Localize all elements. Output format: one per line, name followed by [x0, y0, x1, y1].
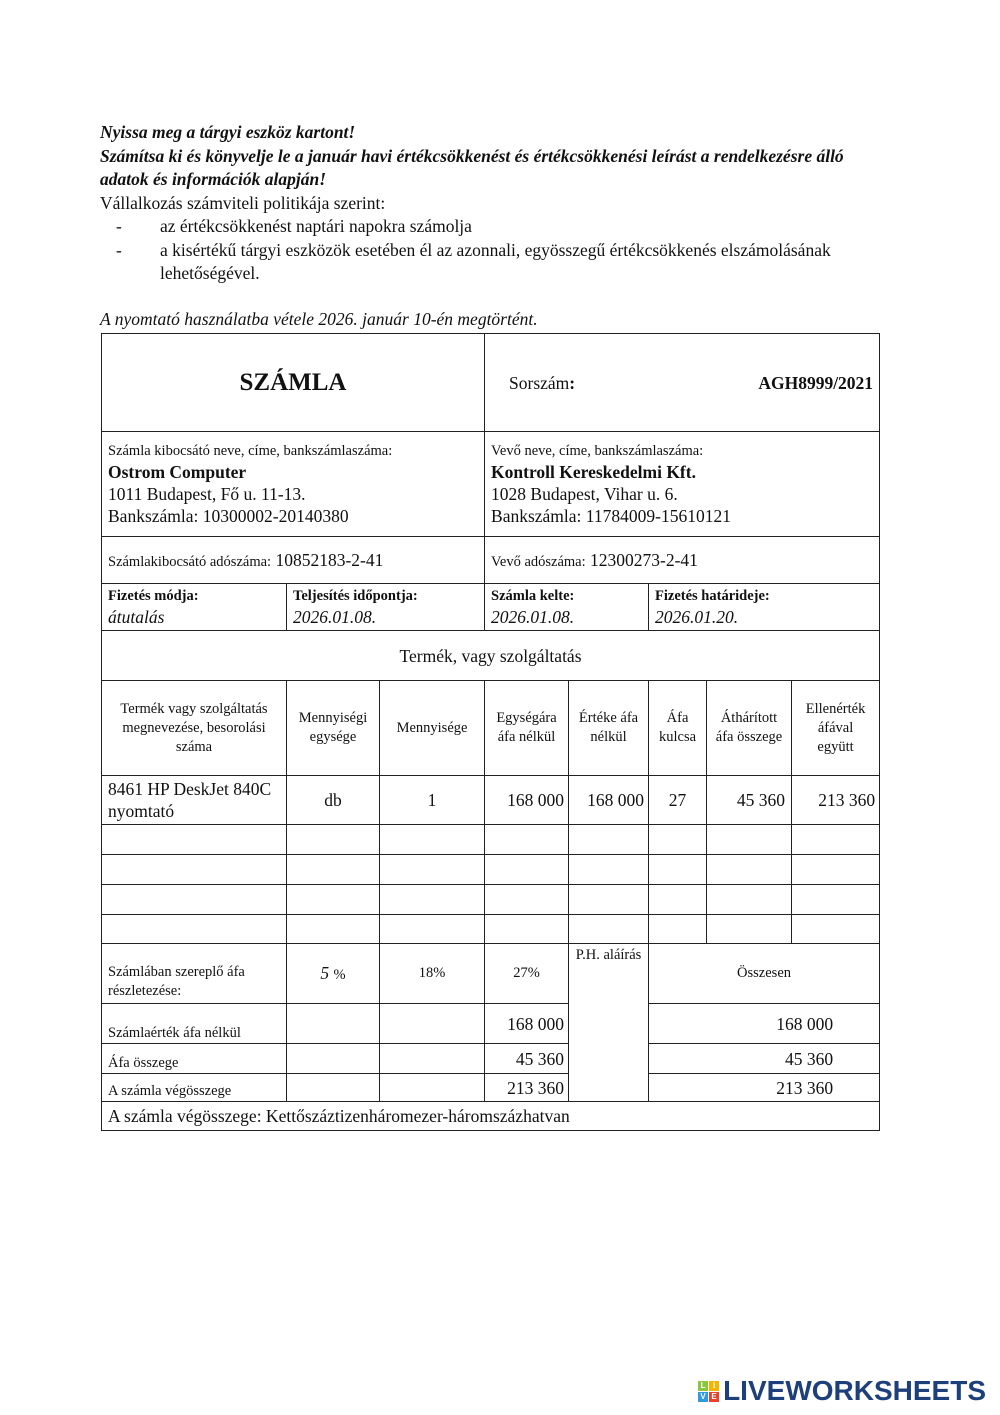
rate-5	[287, 944, 380, 1004]
column-header: Termék vagy szolgáltatás megnevezése, besorolási száma	[102, 681, 287, 776]
serial-number: AGH8999/2021	[758, 372, 874, 393]
instruction-1: Nyissa meg a tárgyi eszköz kartont!	[100, 122, 356, 142]
column-header: Ellenérték áfával együtt	[792, 681, 880, 776]
item-vat: 45 360	[707, 776, 792, 825]
item-qty: 1	[380, 776, 485, 825]
buyer-tax-cell	[485, 537, 880, 584]
vat-label: Áfa összege	[102, 1044, 287, 1074]
empty-row	[102, 825, 880, 855]
net-total: 168 000	[649, 1004, 880, 1044]
total-label: Összesen	[649, 944, 880, 1004]
item-vat-rate: 27	[649, 776, 707, 825]
gross-27: 213 360	[485, 1074, 569, 1102]
buyer-tax: 12300273-2-41	[590, 549, 698, 570]
logo-block: I	[709, 1381, 719, 1391]
invoice-title: SZÁMLA	[102, 334, 485, 432]
rate-18: 18%	[380, 944, 485, 1004]
vat-total: 45 360	[649, 1044, 880, 1074]
serial-colon: :	[569, 372, 576, 393]
net-27: 168 000	[485, 1004, 569, 1044]
payment-method: átutalás	[108, 606, 165, 627]
instructions	[100, 121, 860, 286]
issue-cell	[485, 584, 649, 631]
logo-block: V	[698, 1392, 708, 1402]
buyer-bank: Bankszámla: 11784009-15610121	[491, 505, 731, 526]
seller-label: Számla kibocsátó neve, címe, bankszámlaszáma:	[108, 442, 393, 459]
buyer-label: Vevő neve, címe, bankszámlaszáma:	[491, 442, 704, 459]
column-header: Mennyisége	[380, 681, 485, 776]
item-net: 168 000	[569, 776, 649, 825]
seller-cell	[102, 432, 485, 537]
issue-label: Számla kelte:	[491, 587, 575, 604]
due-date: 2026.01.20.	[655, 606, 739, 627]
item-name: 8461 HP DeskJet 840C nyomtató	[102, 776, 287, 825]
logo-block: L	[698, 1381, 708, 1391]
column-header: Áthárított áfa összege	[707, 681, 792, 776]
column-header: Áfa kulcsa	[649, 681, 707, 776]
rate-27: 27%	[485, 944, 569, 1004]
gross-label: A számla végösszege	[102, 1074, 287, 1102]
buyer-address: 1028 Budapest, Vihar u. 6.	[491, 483, 678, 504]
column-header: Egységára áfa nélkül	[485, 681, 569, 776]
due-label: Fizetés határideje:	[655, 587, 770, 604]
payment-method-label: Fizetés módja:	[108, 587, 199, 604]
buyer-name: Kontroll Kereskedelmi Kft.	[491, 461, 696, 482]
due-cell	[649, 584, 880, 631]
seller-tax-label: Számlakibocsátó adószáma:	[108, 553, 272, 570]
logo-block: E	[709, 1392, 719, 1402]
policy-title: Vállalkozás számviteli politikája szerint:	[100, 192, 386, 213]
column-header: Értéke áfa nélkül	[569, 681, 649, 776]
rate-5-value: 5	[320, 963, 330, 983]
net-label: Számlaérték áfa nélkül	[102, 1004, 287, 1044]
empty-row	[102, 915, 880, 944]
rate-5-percent: %	[333, 967, 346, 983]
buyer-cell	[485, 432, 880, 537]
vat-breakdown-label: Számlában szereplő áfa részletezése:	[102, 944, 287, 1004]
item-gross: 213 360	[792, 776, 880, 825]
gross-total: 213 360	[649, 1074, 880, 1102]
policy-item: - az értékcsökkenést naptári napokra számolja	[100, 215, 860, 239]
logo-blocks-icon	[698, 1381, 719, 1402]
section-title: Termék, vagy szolgáltatás	[102, 631, 880, 681]
policy-item: - a kisértékű tárgyi eszközök esetében él az azonnali, egyösszegű értékcsökkenés elszámolásának lehetőségével.	[100, 239, 860, 286]
amount-in-words: A számla végösszege: Kettőszáztizenháromezer-háromszázhatvan	[102, 1102, 880, 1131]
serial-label: Sorszám	[509, 372, 570, 393]
empty-row	[102, 885, 880, 915]
seller-address: 1011 Budapest, Fő u. 11-13.	[108, 483, 306, 504]
seller-tax: 10852183-2-41	[275, 549, 384, 570]
payment-method-cell	[102, 584, 287, 631]
policy-list	[100, 215, 860, 286]
item-unit: db	[287, 776, 380, 825]
seller-name: Ostrom Computer	[108, 461, 247, 482]
stamp-signature: P.H. aláírás	[569, 944, 649, 1102]
fulfillment-date: 2026.01.08.	[293, 606, 377, 627]
fulfillment-cell	[287, 584, 485, 631]
fulfillment-label: Teljesítés időpontja:	[293, 587, 418, 604]
issue-date: 2026.01.08.	[491, 606, 575, 627]
logo-text: LIVEWORKSHEETS	[723, 1375, 986, 1406]
usage-note: A nyomtató használatba vétele 2026. január 10-én megtörtént.	[100, 309, 538, 329]
buyer-tax-label: Vevő adószáma:	[491, 553, 586, 570]
invoice-table	[101, 333, 880, 1131]
item-unit-price: 168 000	[485, 776, 569, 825]
empty-row	[102, 855, 880, 885]
column-header: Mennyiségi egysége	[287, 681, 380, 776]
instruction-2: Számítsa ki és könyvelje le a január havi értékcsökkenést és értékcsökkenési leírást a rendelkezésre álló adatok és információk alapján!	[100, 145, 844, 189]
seller-bank: Bankszámla: 10300002-20140380	[108, 505, 349, 526]
serial-cell	[485, 334, 880, 432]
seller-tax-cell	[102, 537, 485, 584]
liveworksheets-logo	[698, 1375, 986, 1407]
vat-27: 45 360	[485, 1044, 569, 1074]
table-row	[102, 776, 880, 825]
